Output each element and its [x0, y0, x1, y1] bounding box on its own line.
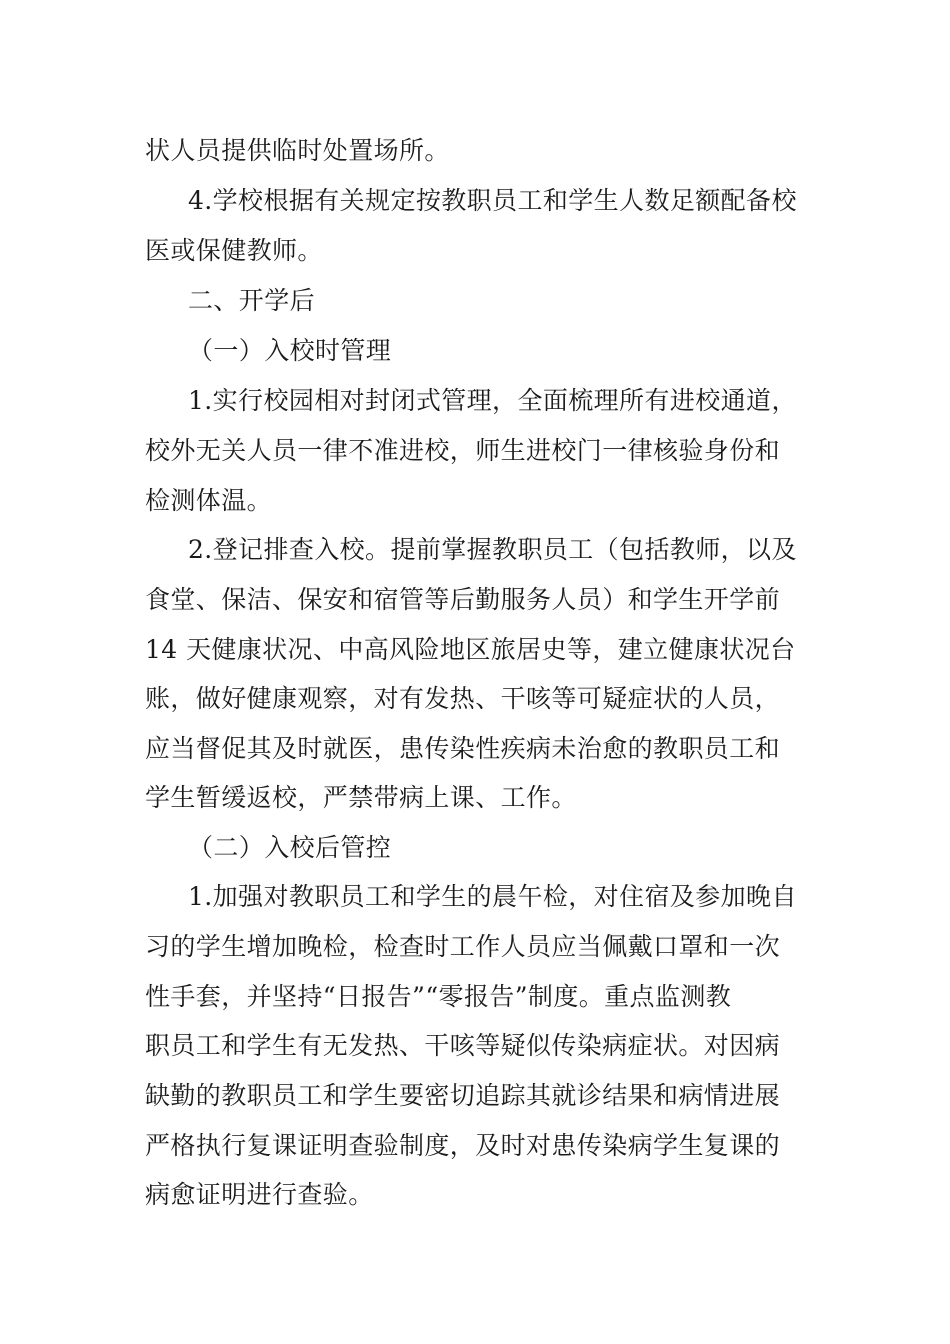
section-heading: 二、开学后 — [188, 286, 316, 315]
text-line: 缺勤的教职员工和学生要密切追踪其就诊结果和病情进展 — [145, 1081, 781, 1110]
paragraph-start: 1.加强对教职员工和学生的晨午检，对住宿及参加晚自 — [188, 882, 797, 911]
text-line: 严格执行复课证明查验制度，及时对患传染病学生复课的 — [145, 1131, 781, 1160]
text-line: 学生暂缓返校，严禁带病上课、工作。 — [145, 783, 577, 812]
text-line: 状人员提供临时处置场所。 — [145, 136, 450, 165]
text-line: 检测体温。 — [145, 486, 273, 515]
text-line: 性手套，并坚持“日报告”“零报告”制度。重点监测教 — [145, 982, 732, 1011]
text-line: 14 天健康状况、中高风险地区旅居史等，建立健康状况台 — [145, 635, 796, 664]
text-line: 食堂、保洁、保安和宿管等后勤服务人员）和学生开学前 — [145, 585, 781, 614]
paragraph-start: 4.学校根据有关规定按教职员工和学生人数足额配备校 — [188, 186, 797, 215]
paragraph-start: 1.实行校园相对封闭式管理，全面梳理所有进校通道， — [188, 386, 797, 415]
paragraph-start: 2.登记排查入校。提前掌握教职员工（包括教师，以及 — [188, 535, 797, 564]
subsection-heading: （二）入校后管控 — [188, 833, 392, 862]
text-line: 职员工和学生有无发热、干咳等疑似传染病症状。对因病 — [145, 1031, 781, 1060]
text-line: 校外无关人员一律不准进校，师生进校门一律核验身份和 — [145, 436, 781, 465]
text-line: 账，做好健康观察，对有发热、干咳等可疑症状的人员， — [145, 684, 781, 713]
text-line: 病愈证明进行查验。 — [145, 1180, 374, 1209]
text-line: 习的学生增加晚检，检查时工作人员应当佩戴口罩和一次 — [145, 932, 781, 961]
text-line: 应当督促其及时就医，患传染性疾病未治愈的教职员工和 — [145, 734, 781, 763]
text-line: 医或保健教师。 — [145, 236, 323, 265]
subsection-heading: （一）入校时管理 — [188, 336, 392, 365]
